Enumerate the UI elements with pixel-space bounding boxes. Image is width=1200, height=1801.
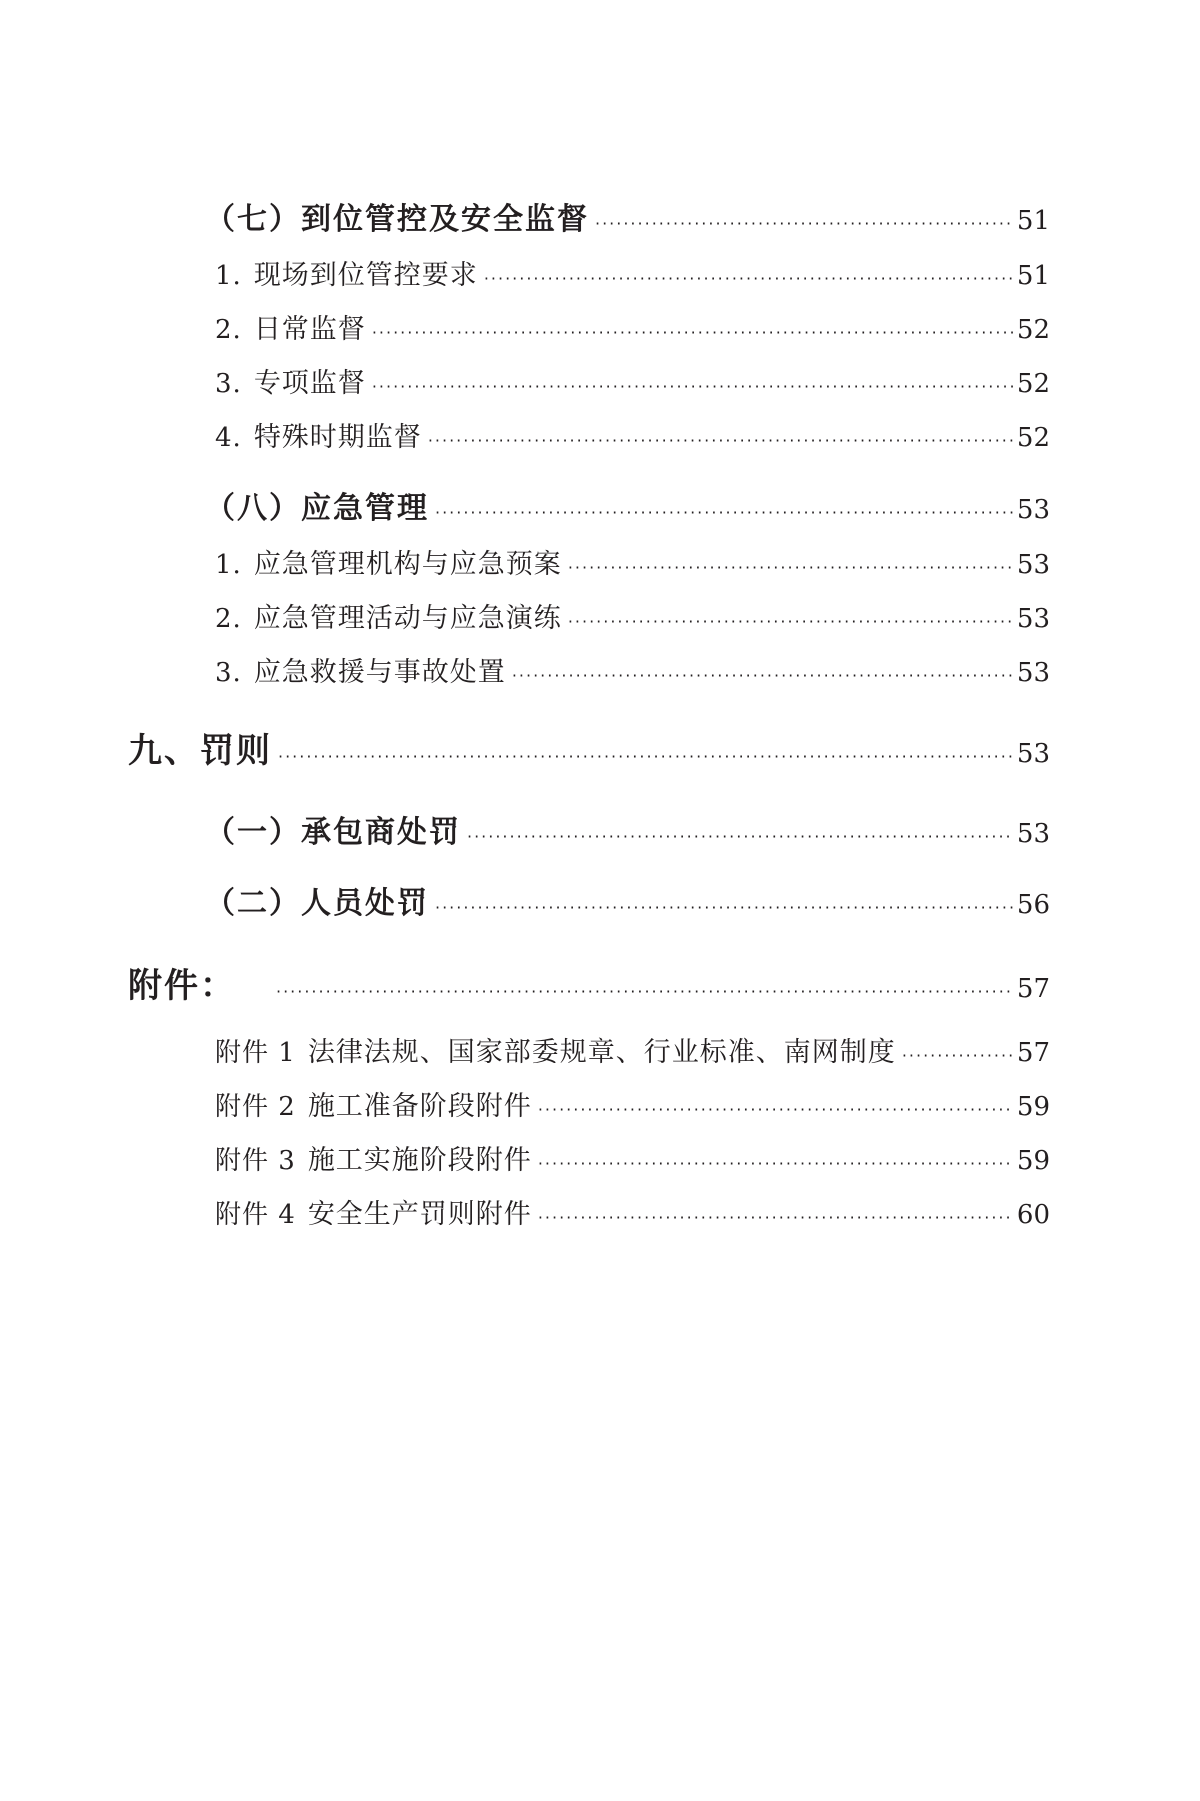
toc-entry-title: 施工实施阶段附件	[307, 1145, 532, 1176]
toc-entry-label	[215, 307, 366, 346]
toc-entry[interactable]	[128, 723, 1050, 772]
toc-entry[interactable]	[205, 483, 1050, 527]
toc-entry[interactable]	[215, 596, 1050, 635]
toc-entry-page: 53	[1016, 495, 1050, 525]
toc-entry-label	[215, 542, 562, 581]
toc-entry-page: 59	[1016, 1146, 1050, 1176]
toc-entry-page: 60	[1016, 1200, 1050, 1230]
toc-entry-title: 附件：	[128, 966, 236, 1006]
toc-entry-page: 53	[1016, 819, 1050, 849]
toc-leader-dots	[902, 1046, 1013, 1065]
toc-entry-title: 应急管理活动与应急演练	[253, 603, 562, 634]
toc-entry-title: 法律法规、国家部委规章、行业标准、南网制度	[307, 1037, 896, 1068]
toc-entry-title: 施工准备阶段附件	[307, 1091, 532, 1122]
toc-entry-title: 应急救援与事故处置	[253, 657, 506, 688]
toc-entry-number: 2.	[215, 604, 242, 634]
toc-entry[interactable]	[128, 958, 1050, 1007]
toc-entry-page: 53	[1016, 739, 1050, 769]
toc-entry-label	[215, 1030, 896, 1069]
toc-leader-dots	[538, 1154, 1013, 1173]
toc-entry-label	[215, 1084, 532, 1123]
toc-entry-title: 专项监督	[253, 368, 366, 399]
toc-leader-dots	[512, 666, 1013, 685]
toc-entry-page: 53	[1016, 604, 1050, 634]
toc-entry[interactable]	[205, 878, 1050, 922]
toc-entry[interactable]	[215, 1192, 1050, 1231]
toc-leader-dots	[538, 1208, 1013, 1227]
toc-entry-label	[215, 415, 422, 454]
toc-entry[interactable]	[215, 1084, 1050, 1123]
toc-leader-dots	[372, 323, 1013, 342]
toc-entry-page: 53	[1016, 550, 1050, 580]
toc-entry-number: 附件 4	[215, 1200, 296, 1230]
toc-entry-page: 56	[1016, 890, 1050, 920]
toc-entry-number: 4.	[215, 423, 242, 453]
toc-entry-title: 九、罚则	[128, 731, 272, 771]
toc-leader-dots	[428, 431, 1013, 450]
toc-leader-dots	[276, 982, 1013, 1001]
toc-entry[interactable]	[205, 194, 1050, 238]
toc-entry-title: （八）应急管理	[205, 491, 429, 526]
toc-entry-title: 日常监督	[253, 314, 366, 345]
toc-entry-title: （一）承包商处罚	[205, 815, 461, 850]
toc-leader-dots	[568, 558, 1013, 577]
toc-entry-number: 1.	[215, 261, 242, 291]
toc-entry-page: 59	[1016, 1092, 1050, 1122]
toc-entry-number: 3.	[215, 369, 242, 399]
toc-leader-dots	[484, 269, 1013, 288]
toc-leader-dots	[435, 503, 1013, 522]
toc-entry-number: 附件 3	[215, 1146, 296, 1176]
toc-leader-dots	[278, 747, 1013, 766]
toc-entry-page: 52	[1016, 315, 1050, 345]
toc-leader-dots	[568, 612, 1013, 631]
toc-entry[interactable]	[215, 650, 1050, 689]
toc-entry[interactable]	[215, 542, 1050, 581]
toc-entry-label	[215, 253, 478, 292]
toc-entry-page: 57	[1016, 1038, 1050, 1068]
toc-entry-title: 应急管理机构与应急预案	[253, 549, 562, 580]
toc-entry-title: 现场到位管控要求	[253, 260, 478, 291]
toc-entry[interactable]	[215, 415, 1050, 454]
toc-entry[interactable]	[215, 1138, 1050, 1177]
toc-entry-number: 2.	[215, 315, 242, 345]
toc-leader-dots	[538, 1100, 1013, 1119]
toc-entry-number: 附件 1	[215, 1038, 296, 1068]
toc-entry-number: 附件 2	[215, 1092, 296, 1122]
toc-entry-page: 57	[1016, 974, 1050, 1004]
toc-entry-label	[215, 1138, 532, 1177]
toc-entry[interactable]	[215, 307, 1050, 346]
toc-entry-label	[215, 361, 366, 400]
toc-entry-number: 1.	[215, 550, 242, 580]
toc-entry-number: 3.	[215, 658, 242, 688]
toc-entry-title: 安全生产罚则附件	[307, 1199, 532, 1230]
toc-leader-dots	[595, 214, 1013, 233]
toc-entry[interactable]	[215, 253, 1050, 292]
toc-entry-page: 53	[1016, 658, 1050, 688]
toc-entry-title: （二）人员处罚	[205, 886, 429, 921]
toc-leader-dots	[372, 377, 1013, 396]
toc-entry-title: （七）到位管控及安全监督	[205, 202, 589, 237]
toc-leader-dots	[467, 827, 1013, 846]
toc-entry[interactable]	[215, 1030, 1050, 1069]
toc-entry-label	[215, 650, 506, 689]
toc-entry-page: 51	[1016, 261, 1050, 291]
toc-entry-page: 52	[1016, 423, 1050, 453]
toc-entry-label	[215, 596, 562, 635]
toc-leader-dots	[435, 898, 1013, 917]
toc-entry-title: 特殊时期监督	[253, 422, 422, 453]
toc-entry-label	[215, 1192, 532, 1231]
toc-entry-page: 51	[1016, 206, 1050, 236]
toc-entry[interactable]	[205, 807, 1050, 851]
toc-entry-page: 52	[1016, 369, 1050, 399]
toc-entry[interactable]	[215, 361, 1050, 400]
